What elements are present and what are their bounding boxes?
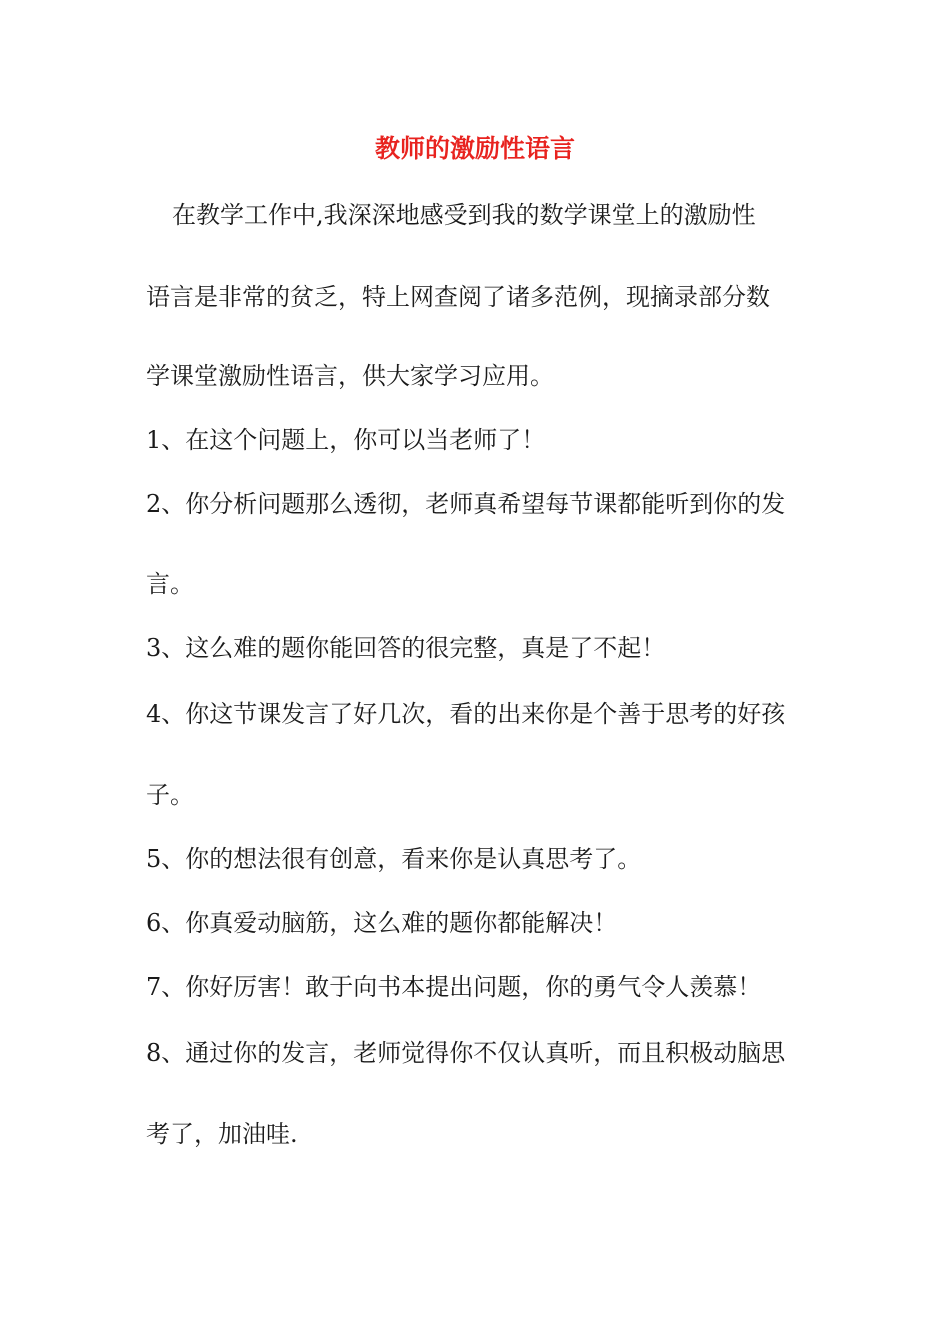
list-item-continuation: 子。 (146, 781, 194, 809)
list-item-continuation: 考了，加油哇. (146, 1120, 298, 1148)
paragraph-line: 语言是非常的贫乏，特上网查阅了诸多范例，现摘录部分数 (146, 283, 770, 311)
paragraph-line: 学课堂激励性语言，供大家学习应用。 (146, 362, 554, 390)
paragraph-line: 在教学工作中,我深深地感受到我的数学课堂上的激励性 (172, 201, 756, 229)
list-item: 6、你真爱动脑筋，这么难的题你都能解决！ (146, 909, 618, 937)
list-item: 2、你分析问题那么透彻，老师真希望每节课都能听到你的发 (146, 490, 786, 518)
list-item: 8、通过你的发言，老师觉得你不仅认真听，而且积极动脑思 (146, 1039, 786, 1067)
list-item-continuation: 言。 (146, 570, 194, 598)
list-item: 1、在这个问题上，你可以当老师了！ (146, 426, 546, 454)
list-item: 5、你的想法很有创意，看来你是认真思考了。 (146, 845, 642, 873)
list-item: 7、你好厉害！敢于向书本提出问题，你的勇气令人羡慕！ (146, 973, 762, 1001)
list-item: 4、你这节课发言了好几次，看的出来你是个善于思考的好孩 (146, 700, 786, 728)
list-item: 3、这么难的题你能回答的很完整，真是了不起！ (146, 634, 666, 662)
document-title: 教师的激励性语言 (374, 134, 575, 163)
